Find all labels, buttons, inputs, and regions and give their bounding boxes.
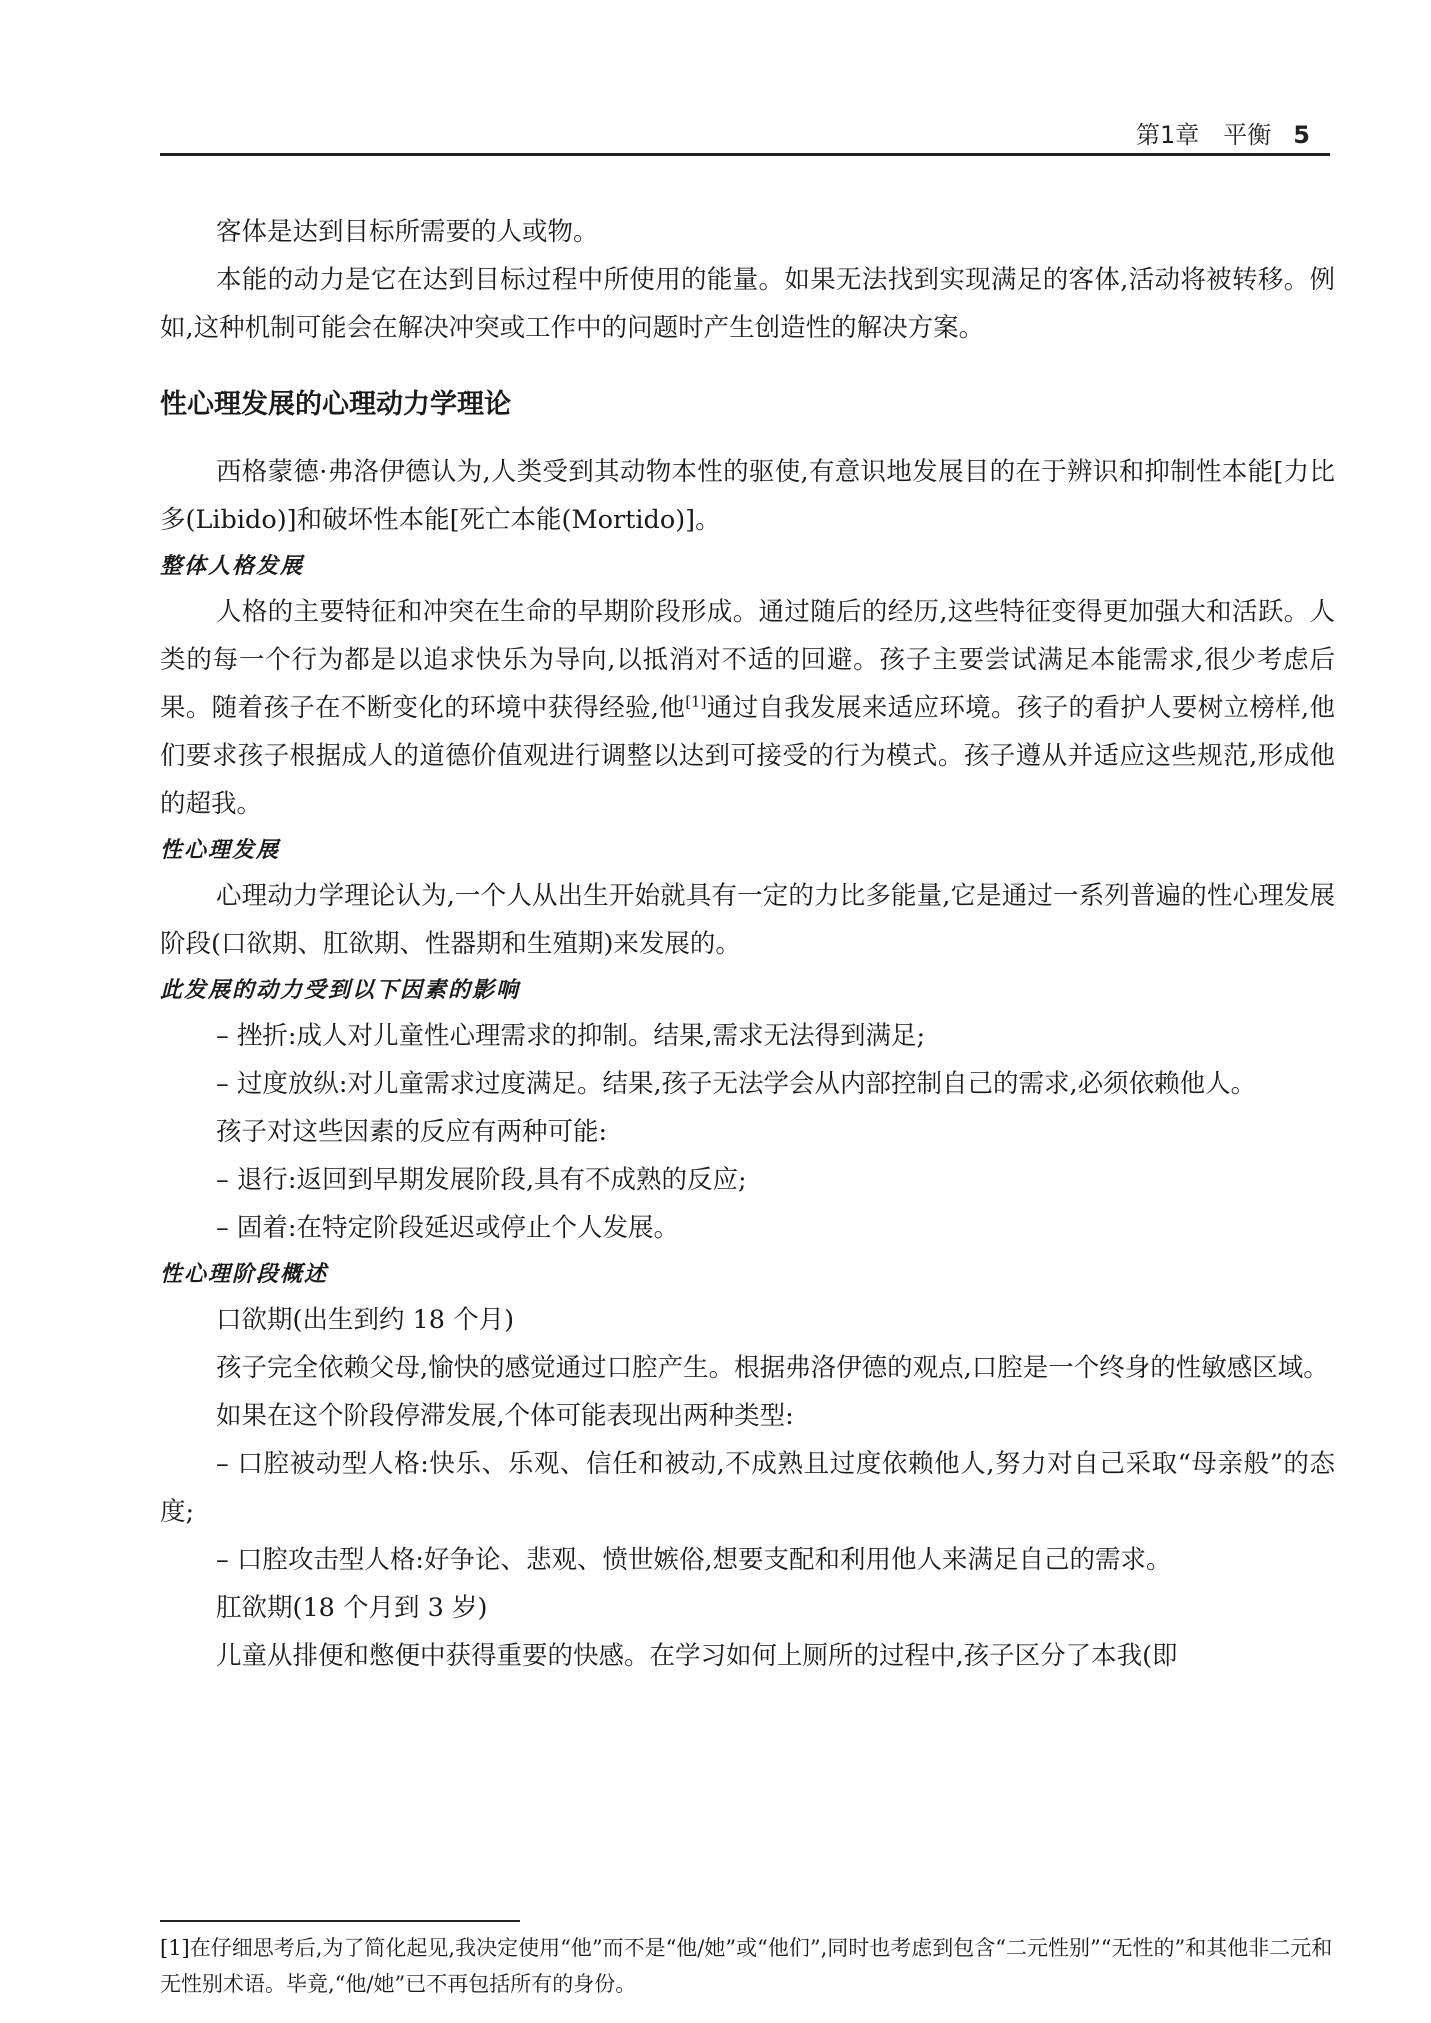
footnote-ref[interactable]: [1] xyxy=(685,692,707,711)
list-item: – 口腔被动型人格:快乐、乐观、信任和被动,不成熟且过度依赖他人,努力对自己采取“母亲般”的态度; xyxy=(160,1449,1335,1527)
footnote: [1]在仔细思考后,为了简化起见,我决定使用“他”而不是“他/她”或“他们”,同时也考虑到包含“二元性别”“无性的”和其他非二元和无性别术语。毕竟,“他/她”已不再包括所有的身份。 xyxy=(160,1936,1333,1996)
list-item: – 挫折:成人对儿童性心理需求的抑制。结果,需求无法得到满足; xyxy=(216,1021,926,1051)
paragraph xyxy=(160,588,1335,828)
section-title: 性心理发展的心理动力学理论 xyxy=(160,389,511,420)
paragraph: 客体是达到目标所需要的人或物。 xyxy=(216,217,599,247)
paragraph: 西格蒙德·弗洛伊德认为,人类受到其动物本性的驱使,有意识地发展目的在于辨识和抑制性本能[力比多(Libido)]和破坏性本能[死亡本能(Mortido)]。 xyxy=(160,457,1335,535)
list-item: – 固着:在特定阶段延迟或停止个人发展。 xyxy=(216,1213,679,1243)
header-text xyxy=(1136,115,1310,150)
paragraph: 孩子对这些因素的反应有两种可能: xyxy=(216,1117,608,1147)
list-item: – 退行:返回到早期发展阶段,具有不成熟的反应; xyxy=(216,1165,747,1195)
paragraph: 儿童从排便和憋便中获得重要的快感。在学习如何上厕所的过程中,孩子区分了本我(即 xyxy=(216,1641,1178,1671)
stage-title: 肛欲期(18 个月到 3 岁) xyxy=(216,1593,488,1623)
list-item: – 过度放纵:对儿童需求过度满足。结果,孩子无法学会从内部控制自己的需求,必须依赖他人。 xyxy=(216,1069,1257,1099)
text-run: 人格的主要特征和冲突在生命的早期阶段形成。通过随后的经历,这些特征变得更加强大和活跃。人类的每一个行为都是以追求快乐为导向,以抵消对不适的回避。孩子主要尝试满足本能需求,很少考虑后果。随着孩子在不断变化的环境中获得经验,他 xyxy=(160,597,1335,723)
page-body xyxy=(160,208,1335,1680)
list-item: – 口腔攻击型人格:好争论、悲观、愤世嫉俗,想要支配和利用他人来满足自己的需求。 xyxy=(216,1545,1172,1575)
paragraph: 孩子完全依赖父母,愉快的感觉通过口腔产生。根据弗洛伊德的观点,口腔是一个终身的性敏感区域。 xyxy=(216,1353,1329,1383)
footnote-divider xyxy=(160,1920,520,1922)
running-header xyxy=(160,113,1330,156)
subsection-title: 性心理发展 xyxy=(160,837,281,863)
subsection-title: 整体人格发展 xyxy=(160,553,305,579)
subsection-title: 性心理阶段概述 xyxy=(160,1261,329,1287)
chapter-title: 第1章 平衡 xyxy=(1136,121,1272,149)
paragraph: 如果在这个阶段停滞发展,个体可能表现出两种类型: xyxy=(216,1401,794,1431)
page-number: 5 xyxy=(1293,121,1310,149)
paragraph: 本能的动力是它在达到目标过程中所使用的能量。如果无法找到实现满足的客体,活动将被转移。例如,这种机制可能会在解决冲突或工作中的问题时产生创造性的解决方案。 xyxy=(160,265,1335,343)
paragraph: 心理动力学理论认为,一个人从出生开始就具有一定的力比多能量,它是通过一系列普遍的性心理发展阶段(口欲期、肛欲期、性器期和生殖期)来发展的。 xyxy=(160,881,1335,959)
text-run: 通过自我发展来适应环境。孩子的看护人要树立榜样,他们要求孩子根据成人的道德价值观进行调整以达到可接受的行为模式。孩子遵从并适应这些规范,形成他的超我。 xyxy=(160,693,1336,819)
subsection-title: 此发展的动力受到以下因素的影响 xyxy=(160,977,521,1003)
stage-title: 口欲期(出生到约 18 个月) xyxy=(216,1305,515,1335)
